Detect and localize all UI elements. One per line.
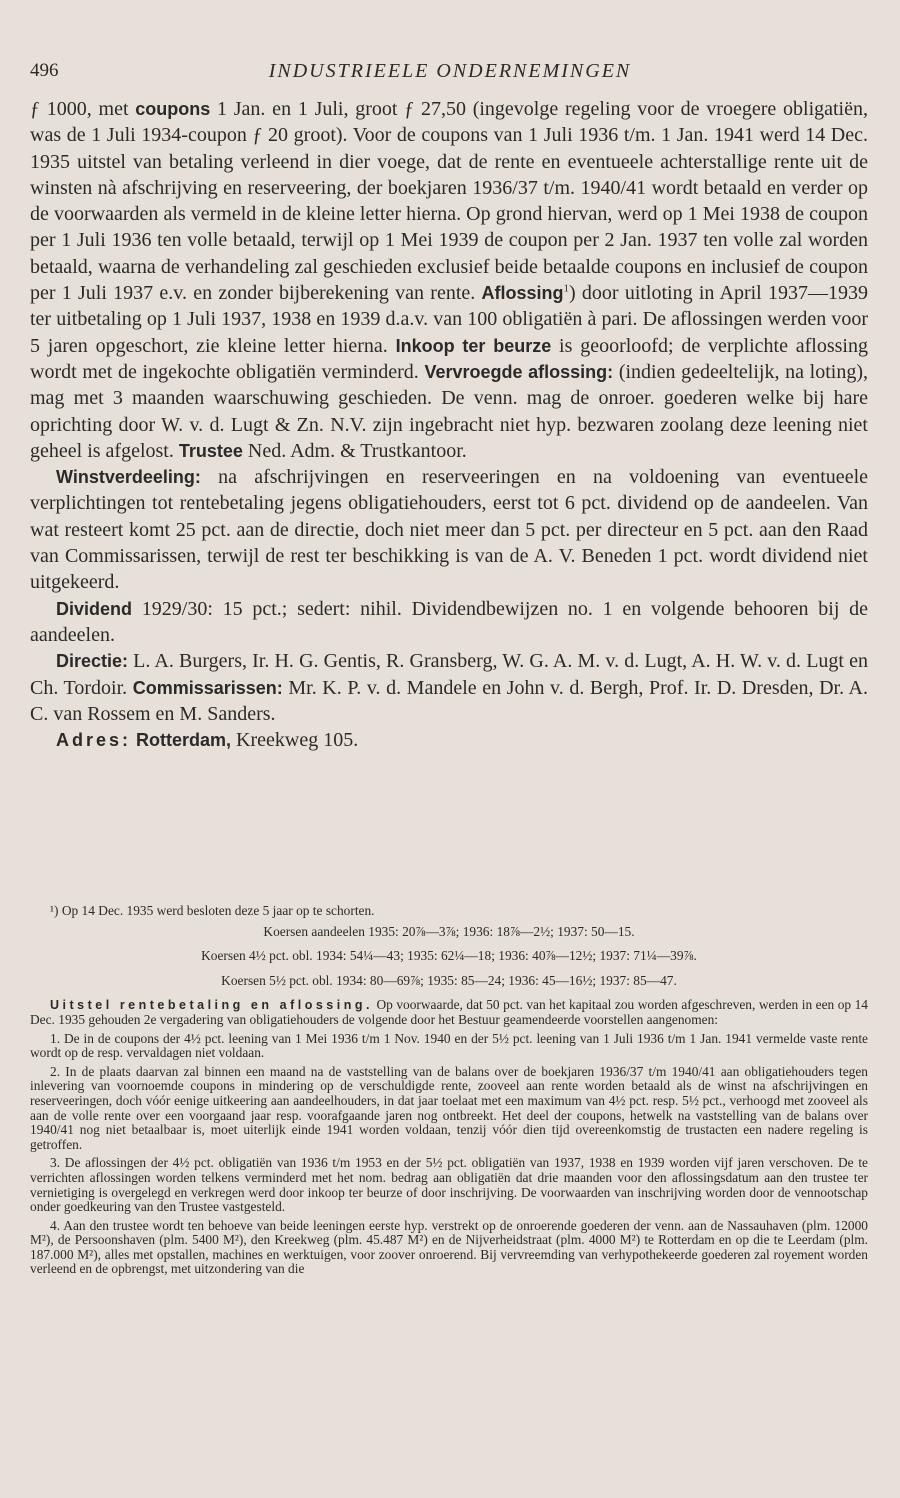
term-aflossing: Aflossing — [481, 283, 564, 304]
uitstel-label: Uitstel rentebetaling en aflossing. — [50, 998, 373, 1013]
running-title: INDUSTRIEELE ONDERNEMINGEN — [268, 60, 632, 82]
term-inkoop: Inkoop ter beurze — [395, 335, 552, 356]
term-directie: Directie: — [56, 651, 129, 672]
footnote: ¹) Op 14 Dec. 1935 werd besloten deze 5 jaar op te schorten. — [50, 903, 375, 918]
text-run: na afschrijvingen en reserveeringen en na voldoening van eventueele verplichtingen tot rentebetaling jegens obligatiehouders, eerst tot 6 pct. dividend op de aandeelen. Van wat resteert komt 25 pct. aan de directie, doch niet meer dan 5 pct. per directeur en 5 pct. aan den Raad van Commissarissen, terwijl de rest ter beschikking is van de A. V. Beneden 1 pct. wordt dividend niet uitgekeerd. — [30, 466, 868, 594]
text-run: Kreekweg 105. — [231, 729, 359, 752]
term-dividend: Dividend — [56, 598, 133, 619]
term-trustee: Trustee — [178, 440, 243, 461]
numbered-point: 1. De in de coupons der 4½ pct. leening van 1 Mei 1936 t/m 1 Nov. 1940 en der 5½ pct. leening van 1 Juli 1936 t/m 1 Jan. 1941 vermelde vaste rente wordt op de resp. vervaldagen niet voldaan. — [30, 1030, 868, 1061]
koersen-line: Koersen 4½ pct. obl. 1934: 54¼—43; 1935: 62¼—18; 1936: 40⅞—12½; 1937: 71¼—39⅞. — [201, 948, 697, 964]
koersen-line: Koersen aandeelen 1935: 20⅞—3⅞; 1936: 18⅞—2½; 1937: 50—15. — [263, 923, 635, 939]
adres-paragraph — [30, 727, 868, 753]
winstverdeeling-paragraph — [30, 464, 868, 595]
text-run: L. A. Burgers, Ir. H. G. Gentis, R. Gransberg, W. G. A. M. v. d. Lugt, A. H. W. v. d. Lugt en Ch. Tordoir. — [30, 650, 868, 699]
text-run: Op voorwaarde, dat 50 pct. van het kapitaal zou worden afgeschreven, werden in een op 14 Dec. 1935 gehouden 2e vergadering van obligatiehouders de volgende door het Bestuur geamendeerde voorstellen aangenomen: — [30, 997, 868, 1027]
term-rotterdam: Rotterdam, — [136, 730, 232, 751]
dividend-paragraph — [30, 596, 868, 649]
text-run: 1929/30: 15 pct.; sedert: nihil. Dividendbewijzen no. 1 en volgende behooren bij de aandeelen. — [30, 597, 868, 646]
small-print — [30, 904, 868, 1277]
term-adres: Adres: — [56, 730, 132, 751]
text-run: is geoorloofd; de verplichte aflossing wordt met de ingekochte obligatiën verminderd. — [30, 334, 868, 383]
term-coupons: coupons — [135, 99, 211, 119]
text-run: Ned. Adm. & Trustkantoor. — [242, 439, 467, 462]
numbered-point: 2. In de plaats daarvan zal binnen een maand na de vaststelling van de balans over de boekjaren 1936/37 t/m 1940/41 aan obligatiehouders tegen inlevering van voornoemde coupons in mindering op de verschuldigde rente, zooveel aan rente worden betaald als de winst na afschrijvingen en reserveeringen, doch vóór eenige uitkeering aan aandeelhouders, in dat jaar toelaat met een maximum van 4½ pct. resp. 5½ pct., verhoogd met zooveel als aan de volle rente over een voorgaand jaar resp. voorafgaande jaren nog ontbreekt. Het deel der coupons, hetwelk na vaststelling van de balans over 1940/41 nog niet betaalbaar is, moet uiterlijk einde 1941 worden voldaan, tenzij vóór dien tijd overeenkomstig de trustacten een nadere regeling is getroffen. — [30, 1063, 868, 1152]
numbered-point: 4. Aan den trustee wordt ten behoeve van beide leeningen eerste hyp. verstrekt op de onroerende goederen der venn. aan de Nassauhaven (plm. 12000 M²), de Persoonshaven (plm. 5400 M²), den Kreekweg (plm. 45.487 M²) en de Nijverheidstraat (plm. 4000 M²) te Rotterdam en op die te Leerdam (plm. 187.000 M²), alles met opstallen, machines en werktuigen, voor zoover onroerend. Bij vervreemding van verhypothekeerde goederen zal royement worden verleend en de opbrengst, met uitzondering van die — [30, 1217, 868, 1277]
koersen-line: Koersen 5½ pct. obl. 1934: 80—69⅞; 1935: 85—24; 1936: 45—16½; 1937: 85—47. — [221, 972, 677, 988]
uitstel-paragraph — [30, 998, 868, 1027]
text-run: ) door uitloting in April 1937—1939 ter uitbetaling op 1 Juli 1937, 1938 en 1939 d.a.v. van 100 obligatiën à pari. De aflossingen werden voor 5 jaren opgeschort, zie kleine letter hierna. — [30, 282, 868, 357]
text-run: ƒ 1000, met — [30, 98, 136, 120]
term-winstverdeeling: Winstverdeeling: — [56, 467, 201, 488]
bond-terms-paragraph — [30, 96, 868, 464]
text-run: Mr. K. P. v. d. Mandele en John v. d. Bergh, Prof. Ir. D. Dresden, Dr. A. C. van Rossem en M. Sanders. — [30, 676, 868, 725]
page-number: 496 — [30, 60, 59, 81]
term-vervroegde-aflossing: Vervroegde aflossing: — [424, 361, 614, 382]
footnote-marker: 1 — [563, 282, 570, 295]
main-text — [30, 96, 868, 753]
numbered-point: 3. De aflossingen der 4½ pct. obligatiën van 1936 t/m 1953 en der 5½ pct. obligatiën van 1937, 1938 en 1939 worden vijf jaren verschoven. De te verrichten aflossingen worden telkens verminderd met het nom. bedrag aan obligatiën dat drie maanden voor den aflossingsdatum aan den trustee ter vernietiging is overgelegd en verkregen werd door inkoop ter beurze of door inschrijving. De voorwaarden van inschrijving worden door de vennootschap onder goedkeuring van den Trustee vastgesteld. — [30, 1155, 868, 1215]
page-header — [30, 60, 870, 90]
term-commissarissen: Commissarissen: — [132, 677, 283, 698]
text-run: 1 Jan. en 1 Juli, groot ƒ 27,50 (ingevolge regeling voor de vroegere obligatiën, was de 1 Juli 1934-coupon ƒ 20 groot). Voor de coupons van 1 Juli 1936 t/m. 1 Jan. 1941 werd 14 Dec. 1935 uitstel van betaling verleend in dier voege, dat de rente en eventueele achterstallige rente uit de winsten nà afschrijving en reserveering, der boekjaren 1936/37 t/m. 1940/41 wordt betaald en verder op de voorwaarden als vermeld in de kleine letter hierna. Op grond hiervan, werd op 1 Mei 1938 de coupon per 1 Juli 1936 ten volle betaald, terwijl op 1 Mei 1939 de coupon per 2 Jan. 1937 ten volle zal worden betaald, waarna de verhandeling zal geschieden exclusief beide betaalde coupons en inclusief de coupon per 1 Juli 1937 e.v. en zonder bijberekening van rente. — [30, 98, 868, 305]
directie-paragraph — [30, 648, 868, 727]
text-run: (indien gedeeltelijk, na loting), mag met 3 maanden waarschuwing geschieden. De venn. mag de onroer. goederen welke bij hare oprichting door W. v. d. Lugt & Zn. N.V. zijn ingebracht niet hyp. bezwaren zoolang deze leening niet geheel is afgelost. — [30, 360, 868, 462]
